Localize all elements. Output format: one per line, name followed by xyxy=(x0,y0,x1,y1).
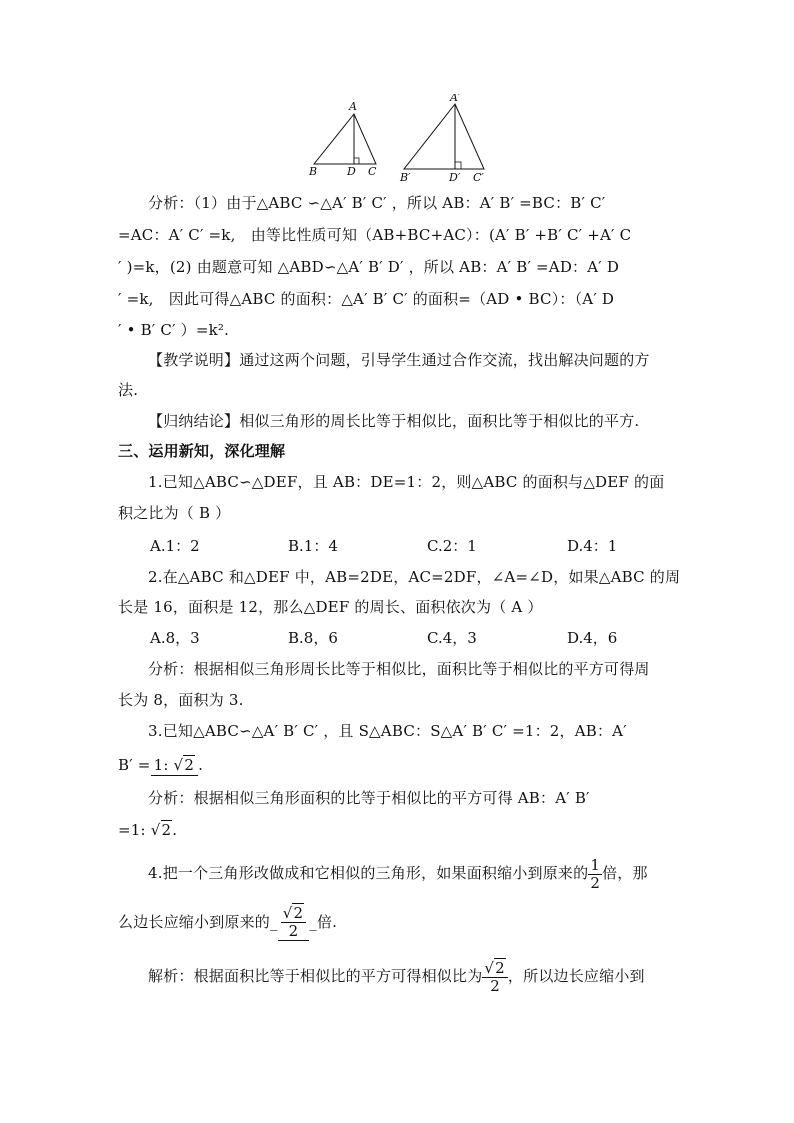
label-d-prime: D′ xyxy=(449,171,461,184)
question-1-option-d: D.4：1 xyxy=(567,537,618,555)
question-3-analysis-line-1: 分析：根据相似三角形面积的比等于相似比的平方可得 AB：A′ B′ xyxy=(148,789,590,807)
analysis-line-4: ′ =k, 因此可得△ABC 的面积：△A′ B′ C′ 的面积=（AD • BC）：（A′ D xyxy=(118,290,615,308)
sqrt-symbol: √2 xyxy=(282,904,304,922)
label-a: A xyxy=(349,100,357,113)
question-3-answer-prefix: 1: xyxy=(153,756,174,774)
solution-fraction xyxy=(482,960,508,995)
sqrt-radicand: 2 xyxy=(161,821,172,839)
question-4-solution-prefix: 解析：根据面积比等于相似比的平方可得相似比为 xyxy=(148,967,483,985)
question-3-line-1: 3.已知△ABC∽△A′ B′ C′ ，且 S△ABC：S△A′ B′ C′ =1：2，AB：A′ xyxy=(148,722,627,740)
sqrt-symbol: √2 xyxy=(484,958,505,977)
label-b-prime: B′ xyxy=(400,171,411,184)
question-4-solution-suffix: ，所以边长应缩小到 xyxy=(507,967,645,985)
question-1-option-a: A.1：2 xyxy=(150,537,200,555)
analysis-line-2: =AC：A′ C′ =k, 由等比性质可知（AB+BC+AC）：(A′ B′ +B′ C′ +A′ C xyxy=(118,226,632,244)
triangle-a-b-c-prime xyxy=(404,104,484,169)
analysis-line-5: ′ • B′ C′ ）=k². xyxy=(118,321,230,339)
question-4-line-1-prefix: 4.把一个三角形改做成和它相似的三角形，如果面积缩小到原来的 xyxy=(148,864,589,882)
teaching-note-line-1: 【教学说明】通过这两个问题，引导学生通过合作交流，找出解决问题的方 xyxy=(148,351,650,369)
fraction-denominator: 2 xyxy=(590,873,601,892)
question-3-line-2-prefix: B′ = xyxy=(118,756,151,774)
fraction-denominator: 2 xyxy=(490,976,501,995)
question-3-analysis-prefix: =1: xyxy=(118,821,151,839)
question-4-line-2-suffix: 倍. xyxy=(316,913,338,931)
analysis-line-1: 分析：（1）由于△ABC ∽△A′ B′ C′ ，所以 AB：A′ B′ =BC：B′ C′ xyxy=(148,194,606,212)
sqrt-radicand: 2 xyxy=(184,756,195,774)
question-3-analysis-period: . xyxy=(172,821,178,839)
triangle-abc xyxy=(314,114,376,164)
label-d: D xyxy=(347,165,356,178)
fraction-one-half xyxy=(588,857,602,892)
question-1-option-b: B.1：4 xyxy=(288,537,338,555)
similar-triangles-figure xyxy=(300,94,500,186)
question-2-option-d: D.4，6 xyxy=(567,629,618,647)
question-3-answer-blank xyxy=(151,755,198,776)
sqrt-symbol: √2 xyxy=(173,756,195,774)
conclusion: 【归纳结论】相似三角形的周长比等于相似比，面积比等于相似比的平方. xyxy=(148,412,640,430)
question-4-line-1 xyxy=(148,855,648,891)
question-2-option-a: A.8，3 xyxy=(150,629,200,647)
question-1-line-2: 积之比为（ B ） xyxy=(118,504,231,522)
question-4-line-1-suffix: 倍，那 xyxy=(602,864,648,882)
label-c: C xyxy=(368,165,377,178)
sqrt-radicand: 2 xyxy=(495,958,505,977)
question-1-option-c: C.2：1 xyxy=(427,537,477,555)
fraction-numerator xyxy=(482,960,508,978)
question-4-answer-fraction xyxy=(278,905,310,941)
right-angle-mark-d xyxy=(354,158,359,164)
question-2-line-2: 长是 16，面积是 12，那么△DEF 的周长、面积依次为（ A ） xyxy=(118,598,543,616)
question-2-option-c: C.4，3 xyxy=(427,629,477,647)
sqrt-radicand: 2 xyxy=(293,904,304,922)
fraction-denominator: 2 xyxy=(288,922,299,940)
right-angle-mark-d-prime xyxy=(455,162,461,169)
question-3-analysis-line-2 xyxy=(118,820,177,840)
question-3-period: . xyxy=(198,756,204,774)
question-2-analysis-line-2: 长为 8，面积为 3. xyxy=(118,691,244,709)
question-4-line-2: 么边长应缩小到原来的_ $\frac{√2}{2}$ _倍. xyxy=(118,904,338,940)
label-c-prime: C′ xyxy=(473,171,484,184)
sqrt-symbol: √2 xyxy=(150,821,172,839)
fraction-numerator: 1 xyxy=(590,855,601,874)
label-a-prime: A′ xyxy=(450,94,461,104)
question-1-line-1: 1.已知△ABC∽△DEF，且 AB：DE=1：2，则△ABC 的面积与△DEF 的面 xyxy=(148,473,665,491)
question-2-option-b: B.8，6 xyxy=(288,629,338,647)
fraction-numerator xyxy=(281,905,307,923)
question-2-line-1: 2.在△ABC 和△DEF 中，AB=2DE，AC=2DF，∠A=∠D，如果△ABC 的周 xyxy=(148,568,681,586)
question-3-line-2 xyxy=(118,755,203,776)
analysis-line-3: ′ )=k，(2) 由题意可知 △ABD∽△A′ B′ D′ ，所以 AB：A′ B′ =AD：A′ D xyxy=(118,258,620,276)
question-2-analysis-line-1: 分析：根据相似三角形周长比等于相似比，面积比等于相似比的平方可得周 xyxy=(148,660,650,678)
question-4-line-2-prefix: 么边长应缩小到原来的 xyxy=(118,913,271,931)
question-4-solution-line xyxy=(148,956,645,996)
teaching-note-line-2: 法. xyxy=(118,381,139,399)
label-b: B xyxy=(309,165,318,178)
section-title: 三、运用新知，深化理解 xyxy=(118,442,286,460)
